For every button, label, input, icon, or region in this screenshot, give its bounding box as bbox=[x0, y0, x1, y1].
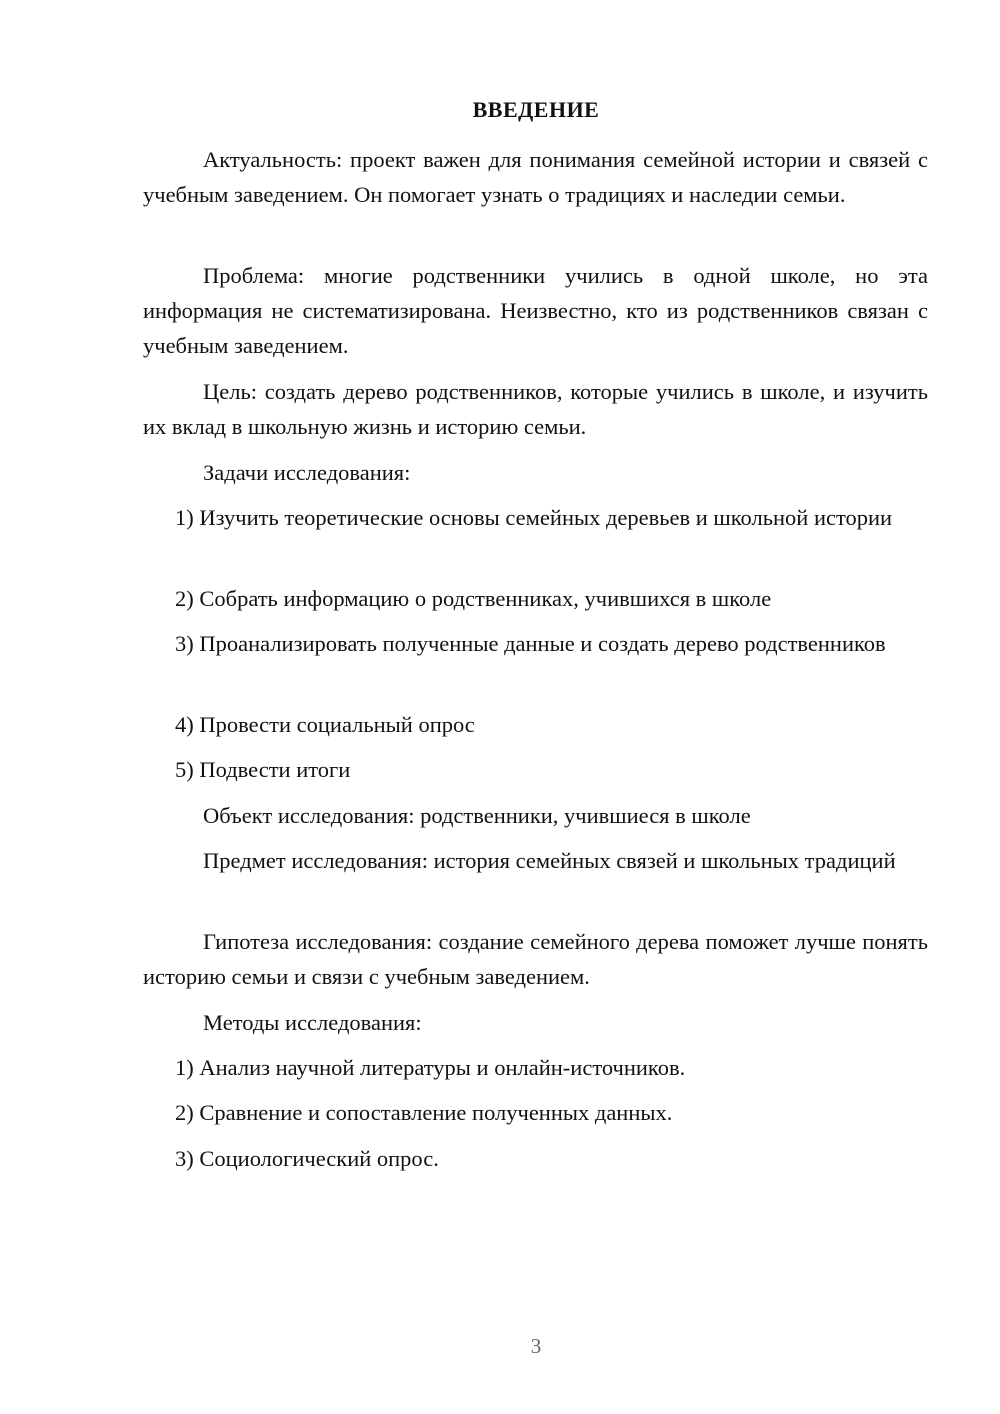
paragraph-relevance: Актуальность: проект важен для понимания семейной истории и связей с учебным заведением. Он помогает узнать о традициях и наследии семьи. bbox=[143, 147, 928, 207]
list-item-task-2: 2) Собрать информацию о родственниках, учившихся в школе bbox=[175, 586, 772, 611]
list-item-task-3: 3) Проанализировать полученные данные и создать дерево родственников bbox=[175, 631, 886, 656]
list-item-task-4: 4) Провести социальный опрос bbox=[175, 712, 475, 737]
list-item-method-3: 3) Социологический опрос. bbox=[175, 1146, 439, 1171]
paragraph-methods-heading: Методы исследования: bbox=[203, 1010, 422, 1035]
paragraph-subject: Предмет исследования: история семейных связей и школьных традиций bbox=[203, 848, 896, 873]
list-item-task-5: 5) Подвести итоги bbox=[175, 757, 351, 782]
page-title: ВВЕДЕНИЕ bbox=[472, 97, 600, 122]
paragraph-problem: Проблема: многие родственники учились в одной школе, но эта информация не систематизирована. Неизвестно, кто из родственников связан с учебным заведением. bbox=[143, 263, 928, 358]
list-item-method-1: 1) Анализ научной литературы и онлайн-источников. bbox=[175, 1055, 686, 1080]
paragraph-tasks-heading: Задачи исследования: bbox=[203, 460, 411, 485]
paragraph-object: Объект исследования: родственники, учившиеся в школе bbox=[203, 803, 751, 828]
list-item-method-2: 2) Сравнение и сопоставление полученных данных. bbox=[175, 1100, 673, 1125]
paragraph-goal: Цель: создать дерево родственников, которые учились в школе, и изучить их вклад в школьную жизнь и историю семьи. bbox=[143, 379, 928, 439]
paragraph-hypothesis: Гипотеза исследования: создание семейного дерева поможет лучше понять историю семьи и связи с учебным заведением. bbox=[143, 929, 928, 989]
page-number: 3 bbox=[530, 1334, 542, 1358]
list-item-task-1: 1) Изучить теоретические основы семейных деревьев и школьной истории bbox=[175, 505, 893, 530]
